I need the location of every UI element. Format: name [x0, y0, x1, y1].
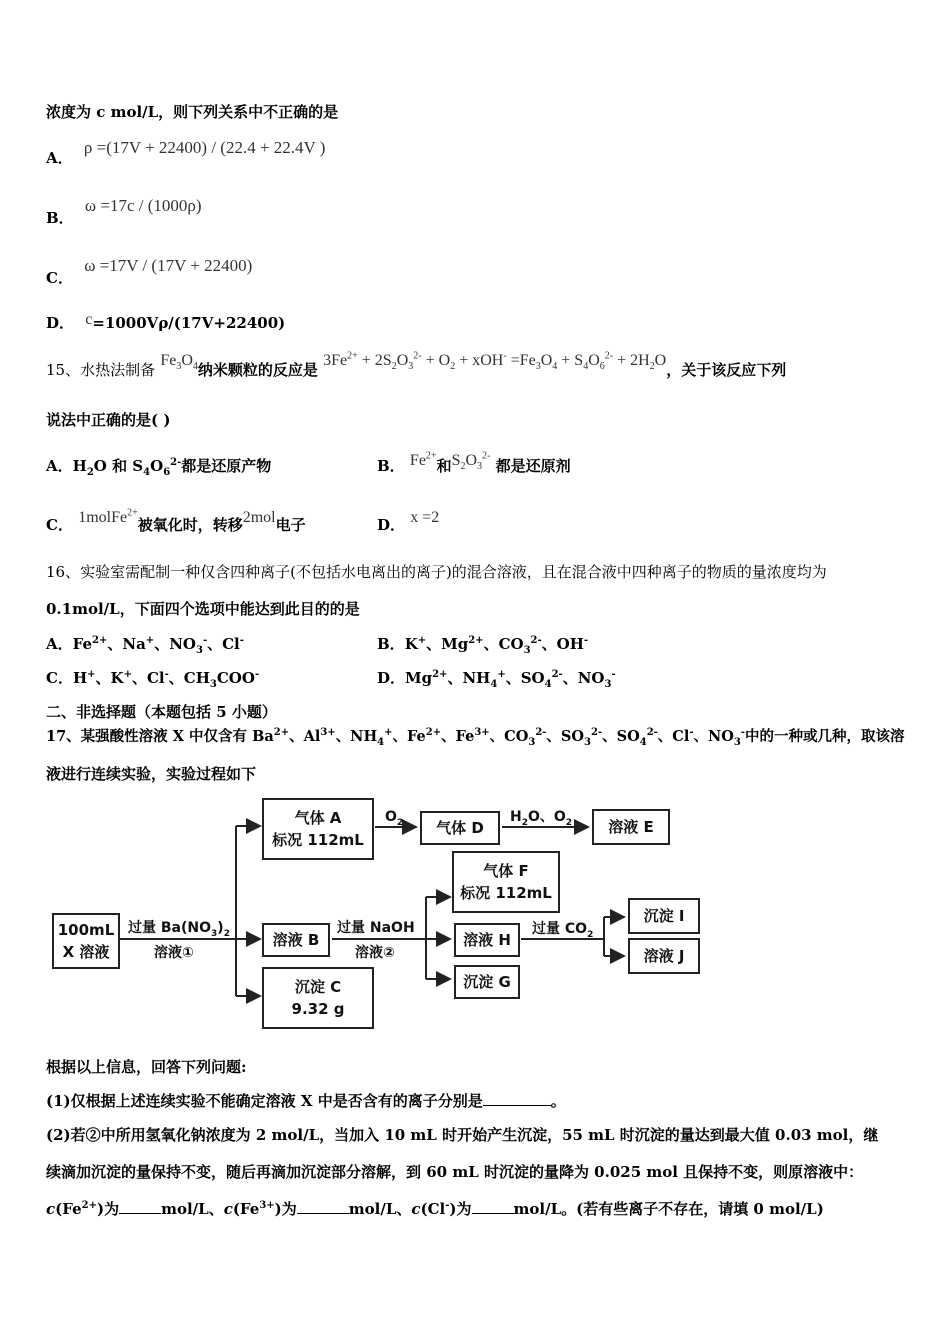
- q14-option-b: [46, 196, 202, 228]
- q15-text-mid: 纳米颗粒的反应是: [197, 361, 318, 379]
- q14-option-c: [46, 256, 253, 288]
- h2o-o2-label: $H_2O$、$O_2$: [510, 809, 573, 828]
- q17-part1: (1)仅根据上述连续实验不能确定溶液 X 中是否含有的离子分别是 。: [46, 1092, 566, 1110]
- q16-option-b: B．K+、$Mg^{2+}$、$CO_3^{2-}$、OH-: [377, 635, 589, 656]
- q14-option-a-formula: ρ =(17V + 22400) / (22.4 + 22.4V ): [83, 138, 326, 157]
- q17-line1: 17、某强酸性溶液 X 中仅含有 $Ba^{2+}$、$Al^{3+}$、$NH_4^+$、$Fe^{2+}$、$Fe^{3+}$、$CO_3^{2-}$、$SO_3^{2-}$、$SO_4^{2-}$、Cl-、$NO_3^-$中的一种或几种，取该溶: [46, 727, 905, 748]
- reagent-2-label: 过量 NaOH: [337, 920, 415, 936]
- box-solution-h: 溶液 H: [454, 923, 520, 957]
- q16-line2: 0.1mol/L，下面四个选项中能达到此目的的是: [46, 600, 360, 618]
- q16-option-c: C．H+、K+、Cl-、$CH_3COO^-$: [46, 669, 260, 690]
- reagent-3-label: 过量 $CO_2$: [532, 921, 594, 940]
- q17-part2-line1: (2)若②中所用氢氧化钠浓度为 2 mol/L，当加入 10 mL 时开始产生沉淀，55 mL 时沉淀的量达到最大值 0.03 mol，继: [46, 1126, 879, 1144]
- box-gas-d: 气体 D: [420, 811, 500, 845]
- q15-reaction: $3Fe^{2+} + 2S_2O_3^{2-} + O_2 + xOH^- =Fe_3O_4 + S_4O_6^{2-} + 2H_2O$: [323, 350, 667, 373]
- q15-option-d: D． x =2: [377, 509, 440, 534]
- q14-option-a: [46, 138, 326, 168]
- q15-product: $Fe_3O_4$: [160, 352, 198, 373]
- box-solution-j: 溶液 J: [628, 938, 700, 974]
- q15-option-c: C． 1molFe$^{2+}$被氧化时，转移2mol电子: [46, 507, 306, 534]
- q14-option-b-label: B．: [46, 209, 74, 227]
- q14-option-c-formula: ω =17V / (17V + 22400): [84, 256, 253, 275]
- q17-line2: 液进行连续实验，实验过程如下: [46, 765, 257, 783]
- q15-stem: [46, 350, 787, 381]
- q17-part2-line2: 续滴加沉淀的量保持不变，随后再滴加沉淀部分溶解，到 60 mL 时沉淀的量降为 0.025 mol 且保持不变，则原溶液中：: [46, 1163, 864, 1181]
- q15-text-tail: ，关于该反应下列: [666, 361, 787, 379]
- box-precip-i: 沉淀 I: [628, 898, 700, 934]
- box-precip-c: 沉淀 C 9.32 g: [262, 967, 374, 1029]
- answer-blank-1[interactable]: [483, 1091, 551, 1106]
- section-2-heading: 二、非选择题（本题包括 5 小题）: [46, 703, 277, 721]
- answer-blank-fe3[interactable]: [297, 1199, 349, 1214]
- q14-option-a-label: A．: [46, 149, 73, 167]
- answer-blank-fe2[interactable]: [119, 1199, 161, 1214]
- box-gas-f: 气体 F 标况 112mL: [452, 851, 560, 913]
- q14-option-d: [46, 313, 285, 334]
- q16-option-a: A．$Fe^{2+}$、Na+、$NO_3^-$、Cl-: [46, 635, 244, 656]
- q14-option-b-formula: ω =17c / (1000ρ): [84, 196, 202, 215]
- box-solution-x: 100mL X 溶液: [52, 913, 120, 969]
- answer-blank-cl[interactable]: [472, 1199, 514, 1214]
- q14-stem-tail: 浓度为 c mol/L，则下列关系中不正确的是: [46, 103, 339, 121]
- box-precip-g: 沉淀 G: [454, 965, 520, 999]
- box-solution-e: 溶液 E: [592, 809, 670, 845]
- q16-option-d: D．$Mg^{2+}$、$NH_4^+$、$SO_4^{2-}$、$NO_3^-$: [377, 669, 616, 690]
- reagent-2-line2: 溶液②: [355, 945, 395, 961]
- q14-option-d-c: c: [85, 311, 93, 328]
- q15-line2: 说法中正确的是( ): [46, 411, 171, 429]
- q14-option-d-label: D．: [46, 314, 75, 332]
- o2-label: $O_2$: [385, 809, 404, 828]
- box-solution-b: 溶液 B: [262, 923, 330, 957]
- q16-line1: 16、实验室需配制一种仅含四种离子(不包括水电离出的离子)的混合溶液，且在混合液中四种离子的物质的量浓度均为: [46, 563, 827, 581]
- reagent-1-label: 过量 $Ba(NO_3)_2$: [128, 920, 230, 939]
- q14-option-c-label: C．: [46, 269, 73, 287]
- reagent-1-line2: 溶液①: [154, 945, 194, 961]
- q14-option-d-text: =1000Vρ/(17V+22400): [92, 314, 286, 332]
- experiment-flow-diagram: [46, 793, 706, 1035]
- q15-option-a: A．$H_2O$ 和 $S_4O_6^{2-}$都是还原产物: [46, 457, 272, 478]
- q15-number: 15、水热法制备: [46, 361, 156, 379]
- q15-option-b: B． $Fe^{2+}$和$S_2O_3^{2-}$ 都是还原剂: [377, 450, 571, 475]
- box-gas-a: 气体 A 标况 112mL: [262, 798, 374, 860]
- q17-part2-line3: $c(Fe^{2+})$为 mol/L、$c(Fe^{3+})$为 mol/L、c(Cl-)为 mol/L。(若有些离子不存在，请填 0 mol/L): [46, 1200, 824, 1218]
- q17-prompt: 根据以上信息，回答下列问题:: [46, 1058, 247, 1076]
